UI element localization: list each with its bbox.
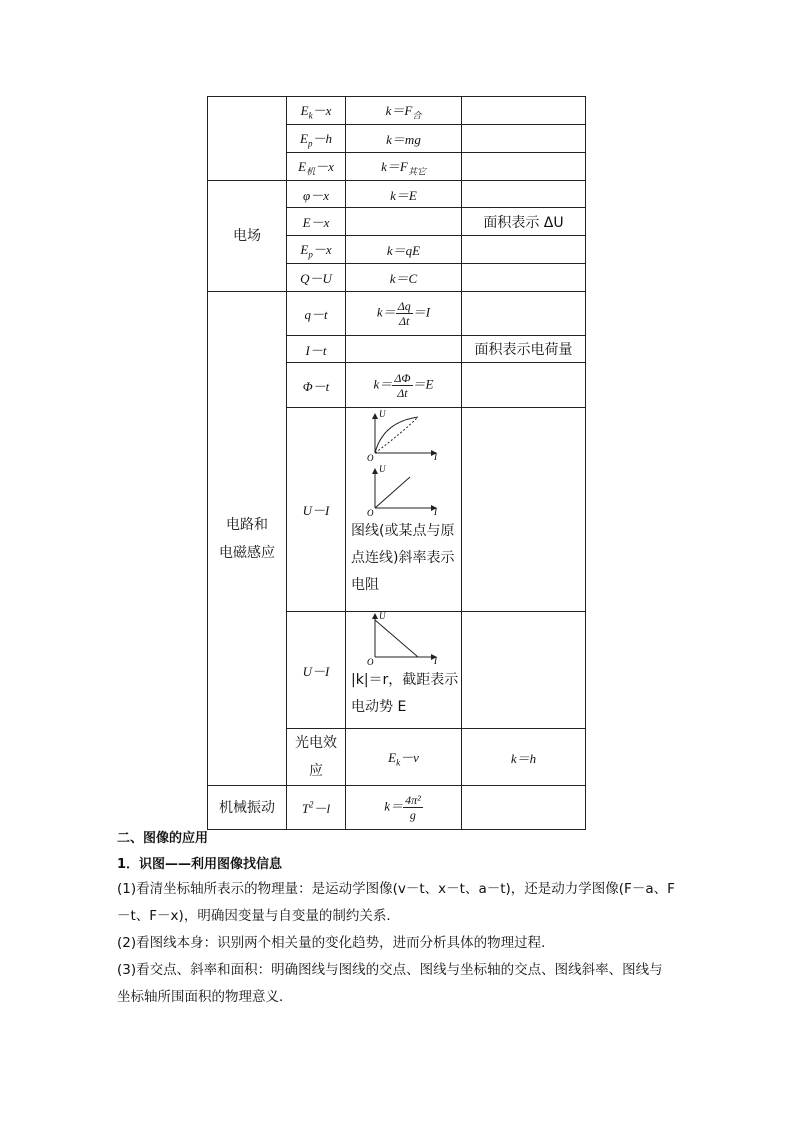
- graph-description: |k|＝r，截距表示 电动势 E: [351, 672, 459, 715]
- table-row: [208, 786, 586, 830]
- note-cell: [462, 292, 586, 336]
- category-cell: 光电效应: [287, 729, 346, 786]
- slope-cell: k＝mg: [346, 125, 462, 153]
- quantity-cell: q－t: [287, 292, 346, 336]
- slope-cell: $k=F_合$: [346, 97, 462, 125]
- quantity-cell: Q－U: [287, 264, 346, 292]
- category-cell: 机械振动: [208, 786, 287, 830]
- slope-cell: $k=F_{其它}$: [346, 153, 462, 181]
- quantity-cell: U－I: [287, 408, 346, 612]
- quantity-cell: $T^2-l$: [287, 786, 346, 830]
- fraction: $\frac{\text{4π²}}{g}$: [405, 793, 421, 822]
- quantity-cell: $E_k-\nu$: [346, 729, 462, 786]
- note-cell: [462, 612, 586, 729]
- svg-text:U: U: [379, 409, 386, 419]
- quantity-cell: $E_k-x$: [287, 97, 346, 125]
- category-cell: 电场: [208, 181, 287, 292]
- paragraph-2: (2)看图线本身：识别两个相关量的变化趋势，进而分析具体的物理过程．: [117, 935, 555, 951]
- quantity-cell: $E_p-h$: [287, 125, 346, 153]
- note-cell: [462, 236, 586, 264]
- quantity-cell: I－t: [287, 336, 346, 363]
- slope-cell: [346, 336, 462, 363]
- note-cell: [462, 363, 586, 408]
- section-subtitle: 1．识图——利用图像找信息: [117, 857, 283, 872]
- slope-cell: k＝ $\frac{\text{4π²}}{g}$: [346, 786, 462, 830]
- note-cell: [462, 97, 586, 125]
- table-row: [208, 181, 586, 208]
- graph-cell: [346, 408, 462, 612]
- paragraph-1: (1)看清坐标轴所表示的物理量：是运动学图像(v－t、x－t、a－t)，还是动力学图像(F－a、F －t、F－x)，明确因变量与自变量的制约关系．: [117, 881, 675, 924]
- slope-cell: [346, 208, 462, 236]
- slope-cell: k＝ $\frac{\Delta\Phi}{\Delta t}$ ＝E: [346, 363, 462, 408]
- svg-text:I: I: [434, 656, 437, 666]
- quantity-cell: Φ－t: [287, 363, 346, 408]
- fraction: $\frac{\Delta\Phi}{\Delta t}$: [394, 370, 411, 400]
- note-cell: [462, 153, 586, 181]
- quantity-cell: $E_p-x$: [287, 236, 346, 264]
- note-cell: [462, 181, 586, 208]
- table-row: [208, 97, 586, 125]
- paragraph-3: (3)看交点、斜率和面积：明确图线与图线的交点、图线与坐标轴的交点、图线斜率、图线与 坐标轴所围面积的物理意义．: [117, 962, 663, 1005]
- note-cell: [462, 264, 586, 292]
- note-cell: [462, 125, 586, 153]
- quantity-cell: U－I: [287, 612, 346, 729]
- fraction: $\frac{\Delta q}{\Delta t}$: [397, 299, 411, 328]
- table-row: [208, 292, 586, 336]
- note-cell: [462, 408, 586, 612]
- physics-graph-table: [207, 96, 586, 830]
- quantity-cell: E－x: [287, 208, 346, 236]
- quantity-cell: φ－x: [287, 181, 346, 208]
- category-cell: 电路和 电磁感应: [208, 292, 287, 786]
- graph-cell: [346, 612, 462, 729]
- line-graph: [348, 463, 458, 518]
- descending-line-graph: [348, 612, 458, 667]
- slope-cell: k＝E: [346, 181, 462, 208]
- empty-category-cell: [208, 97, 287, 181]
- curve-graph: [348, 408, 458, 463]
- svg-text:I: I: [434, 452, 437, 462]
- svg-text:O: O: [367, 508, 374, 518]
- svg-text:O: O: [367, 453, 374, 463]
- svg-text:U: U: [379, 612, 386, 621]
- svg-text:U: U: [379, 464, 386, 474]
- svg-text:O: O: [367, 657, 374, 667]
- graph-description: 图线(或某点与原 点连线)斜率表示 电阻: [351, 523, 455, 593]
- section-title: 二、图像的应用: [117, 831, 209, 846]
- slope-cell: k＝h: [462, 729, 586, 786]
- note-cell: [462, 786, 586, 830]
- quantity-cell: $E_机-x$: [287, 153, 346, 181]
- svg-text:I: I: [434, 507, 437, 517]
- slope-cell: k＝qE: [346, 236, 462, 264]
- slope-cell: k＝C: [346, 264, 462, 292]
- note-cell: 面积表示 ΔU: [462, 208, 586, 236]
- note-cell: 面积表示电荷量: [462, 336, 586, 363]
- slope-cell: k＝ $\frac{\Delta q}{\Delta t}$ ＝I: [346, 292, 462, 336]
